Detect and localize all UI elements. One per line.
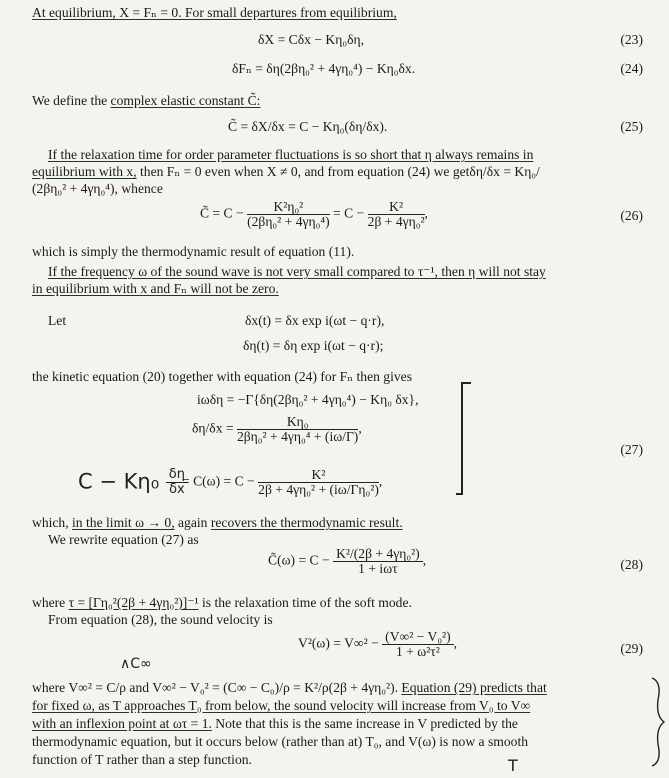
line-whence: (2βη₀² + 4γη₀⁴), whence xyxy=(32,181,163,196)
handwritten-bracket-top xyxy=(461,382,471,384)
eq28-denominator: 1 + iωτ xyxy=(358,561,398,576)
equation-number-24: (24) xyxy=(620,61,643,76)
eq28-lhs: C̃(ω) = C − xyxy=(268,552,330,568)
eq27b-fraction xyxy=(237,415,358,444)
line-step-function: function of T rather than a step function. xyxy=(32,752,252,767)
line-inflexion-point: with an inflexion point at ωτ = 1. Note that this is the same increase in V predicted by the xyxy=(32,716,518,731)
handwritten-denominator: δx xyxy=(169,482,185,497)
equation-27a: iωδη = −Γ{δη(2βη₀² + 4γη₀⁴) − Kη₀ δx}, xyxy=(197,392,419,407)
eq26-denominator-1: (2βη₀² + 4γη₀⁴) xyxy=(247,214,330,229)
handwritten-bracket xyxy=(461,382,463,494)
eq29-denominator: 1 + ω²τ² xyxy=(396,644,440,659)
equation-29 xyxy=(298,630,457,659)
eq29-end: , xyxy=(453,635,458,651)
handwritten-t-note: T xyxy=(508,756,518,775)
equation-23: δX = Cδx − Kη₀δη, xyxy=(258,32,364,47)
eq28-numerator: K²/(2β + 4γη₀²) xyxy=(333,547,423,562)
line-define-constant: We define the complex elastic constant C̃: xyxy=(32,93,261,108)
eq26-denominator-2: 2β + 4γη₀² xyxy=(367,214,425,229)
line-kinetic-equation: the kinetic equation (20) together with equation (24) for Fₙ then gives xyxy=(32,369,412,384)
eq27b-lhs: δη/δx = xyxy=(192,420,234,436)
handwritten-numerator: δη xyxy=(166,468,188,483)
eq26-end: , xyxy=(424,205,428,221)
equation-27c xyxy=(182,468,382,497)
eq26-numerator-2: K² xyxy=(368,200,425,215)
eq29-numerator: (V∞² − V₀²) xyxy=(382,630,454,645)
eq27c-fraction xyxy=(258,468,379,497)
eq26-fraction-1 xyxy=(247,200,330,229)
line-let: Let xyxy=(48,313,67,328)
eq27c-numerator: K² xyxy=(258,468,379,483)
equation-number-28: (28) xyxy=(620,557,643,572)
equation-number-25: (25) xyxy=(620,119,643,134)
line-sound-velocity: From equation (28), the sound velocity is xyxy=(48,612,273,627)
eq29-lhs: V²(ω) = V∞² − xyxy=(298,635,379,651)
eq27b-end: , xyxy=(358,420,362,436)
eq28-fraction xyxy=(333,547,423,576)
line-where-v-infinity: where V∞² = C/ρ and V∞² − V₀² = (C∞ − C₀)/ρ = K²/ρ(2β + 4γη₀²). Equation (29) predicts that xyxy=(32,680,547,695)
line-rewrite: We rewrite equation (27) as xyxy=(48,532,199,547)
line-frequency: If the frequency ω of the sound wave is not very small compared to τ⁻¹, then η will not stay xyxy=(48,264,546,279)
equation-number-29: (29) xyxy=(620,641,643,656)
equation-28 xyxy=(268,547,426,576)
eq26-numerator-1: K²η₀² xyxy=(247,200,330,215)
handwritten-note-27 xyxy=(78,468,188,497)
line-thermodynamic-result: which is simply the thermodynamic result of equation (11). xyxy=(32,244,355,259)
eq27c-denominator: 2β + 4γη₀² + (iω/Γη₀²) xyxy=(258,482,379,497)
eq27c-lhs: = C(ω) = C − xyxy=(182,473,255,489)
line-relaxation: If the relaxation time for order parameter fluctuations is so short that η always remains in xyxy=(48,147,534,162)
eq28-end: , xyxy=(422,552,427,568)
handwritten-expression: C − Kη₀ xyxy=(78,469,160,494)
handwritten-bracket-bottom xyxy=(456,493,463,495)
eq26-lhs: C̃ = C − xyxy=(200,205,244,221)
eq27b-numerator: Kη₀ xyxy=(237,415,358,430)
eq27c-end: , xyxy=(378,473,383,489)
line-equilibrium: At equilibrium, X = Fₙ = 0. For small departures from equilibrium, xyxy=(32,5,397,20)
eq29-fraction xyxy=(382,630,454,659)
equation-27b xyxy=(192,415,362,444)
line-limit: which, in the limit ω → 0, again recovers the thermodynamic result. xyxy=(32,515,403,530)
equation-let-eta: δη(t) = δη exp i(ωt − q·r); xyxy=(243,338,384,353)
handwritten-margin-brace xyxy=(648,676,668,768)
equation-let-x: δx(t) = δx exp i(ωt − q·r), xyxy=(245,313,385,328)
equation-25: C̃ = δX/δx = C − Kη₀(δη/δx). xyxy=(228,119,388,134)
equation-number-23: (23) xyxy=(620,32,643,47)
equation-24: δFₙ = δη(2βη₀² + 4γη₀⁴) − Kη₀δx. xyxy=(232,61,416,76)
line-thermodynamic-equation: thermodynamic equation, but it occurs below (rather than at) T₀, and V(ω) is now a smooth xyxy=(32,734,529,749)
line-relaxation-time: where τ = [Γη₀²(2β + 4γη₀²)]⁻¹ is the relaxation time of the soft mode. xyxy=(32,595,412,610)
handwritten-c-infinity: ∧C∞ xyxy=(120,656,152,672)
equation-number-26: (26) xyxy=(620,208,643,223)
eq26-mid: = C − xyxy=(333,205,365,221)
eq27b-denominator: 2βη₀² + 4γη₀⁴ + (iω/Γ) xyxy=(236,429,359,444)
line-not-zero: in equilibrium with x and Fₙ will not be zero. xyxy=(32,281,279,296)
eq26-fraction-2 xyxy=(368,200,425,229)
line-equilibrium-with-x: equilibrium with x, then Fₙ = 0 even when X ≠ 0, and from equation (24) we getδη/δx = Kη₀/ xyxy=(32,164,540,179)
line-fixed-omega: for fixed ω, as T approaches T₀ from below, the sound velocity will increase from V₀ to V∞ xyxy=(32,698,531,713)
equation-number-27: (27) xyxy=(620,442,643,457)
equation-26 xyxy=(200,200,428,229)
